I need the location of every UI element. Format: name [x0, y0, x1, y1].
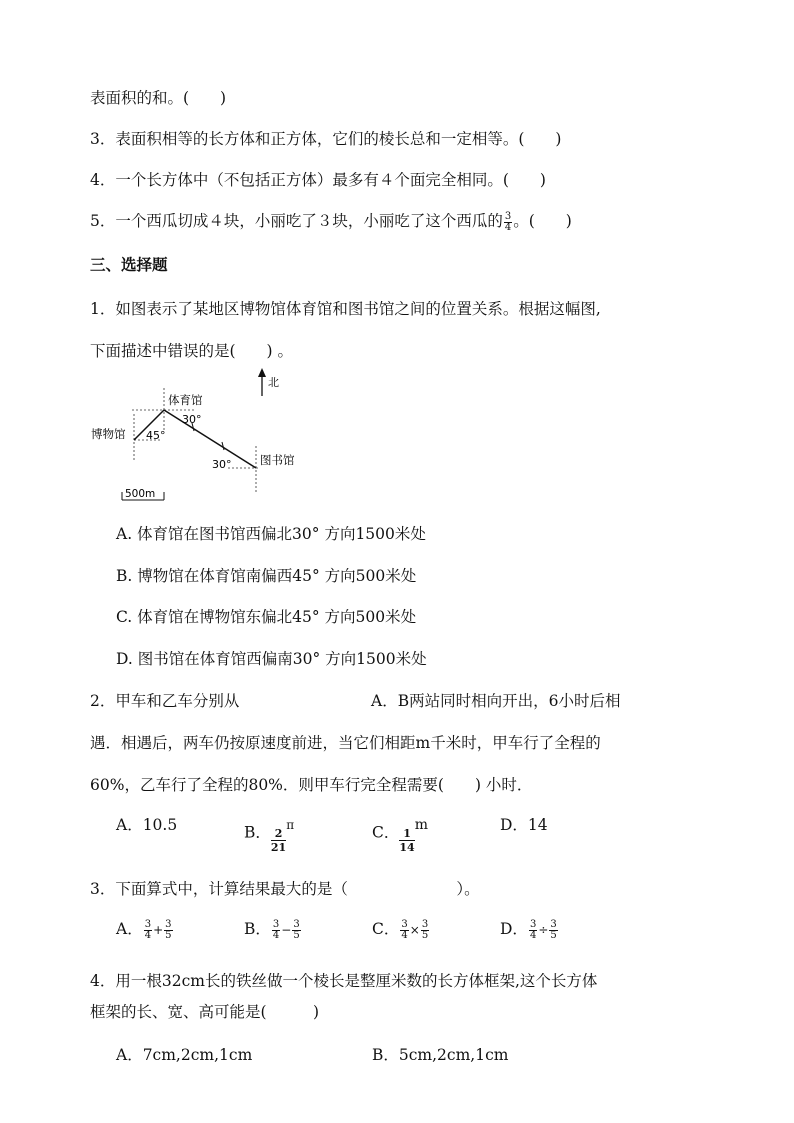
fraction-denominator: 4: [529, 929, 537, 941]
q3-option-a: [116, 917, 174, 942]
option-label: C．: [372, 920, 400, 938]
q1-option-c: C. 体育馆在博物馆东偏北45° 方向500米处: [116, 608, 417, 626]
fraction-three-quarters: [504, 212, 512, 233]
operator: −: [281, 923, 292, 937]
q2-line-1a: 2．甲车和乙车分别从: [90, 692, 240, 710]
q2-option-c-fraction: [399, 827, 414, 854]
museum-angle-label: 45°: [146, 429, 166, 442]
q2-line-1b: A．B两站同时相向开出，6小时后相: [371, 692, 621, 710]
option-label: A．: [116, 920, 143, 938]
judge-item-5-tail: 。( ): [513, 212, 572, 230]
fraction: [400, 920, 408, 941]
fraction-denominator: 4: [144, 929, 152, 941]
scale-label: 500m: [125, 488, 156, 500]
fraction: [549, 920, 557, 941]
q3-option-d: [500, 917, 559, 942]
judge-item-4: 4．一个长方体中（不包括正方体）最多有４个面完全相同。( ): [90, 171, 546, 189]
judge-item-5-text: 5．一个西瓜切成４块，小丽吃了３块，小丽吃了这个西瓜的: [90, 212, 503, 230]
option-label: B．: [244, 920, 271, 938]
fraction-denominator: 5: [421, 929, 429, 941]
pi-symbol: π: [286, 818, 295, 832]
q1-line-2: 下面描述中错误的是( ) 。: [90, 342, 294, 360]
q1-option-a: A. 体育馆在图书馆西偏北30° 方向1500米处: [116, 525, 426, 543]
q4-option-a: A．7cm,2cm,1cm: [116, 1046, 253, 1064]
operator: ÷: [538, 923, 549, 937]
fraction-denominator: 4: [272, 929, 280, 941]
library-angle-label: 30°: [212, 458, 232, 471]
fraction-numerator: 3: [550, 918, 557, 930]
operator: ×: [409, 923, 420, 937]
location-diagram: [88, 366, 318, 506]
judge-item-5: [90, 209, 572, 233]
fraction-denominator: 5: [550, 929, 557, 941]
gym-angle-label: 30°: [182, 413, 202, 426]
fraction-numerator: 3: [421, 918, 429, 930]
library-label: 图书馆: [260, 453, 295, 467]
q2-line-3: 60%，乙车行了全程的80%．则甲车行完全程需要( ) 小时．: [90, 776, 533, 794]
fraction-denominator: 14: [399, 841, 415, 854]
fraction-numerator: 3: [272, 918, 280, 930]
fraction: [529, 920, 537, 941]
fraction-denominator: 4: [504, 221, 512, 233]
museum-label: 博物馆: [91, 427, 126, 441]
q4-option-b: B．5cm,2cm,1cm: [372, 1046, 509, 1064]
q2-option-c: [372, 813, 428, 854]
fraction-denominator: 5: [165, 929, 172, 941]
fraction-numerator: 2: [271, 827, 286, 841]
option-label: D．: [500, 920, 528, 938]
fraction-denominator: 4: [401, 929, 408, 941]
m-symbol: m: [414, 817, 428, 833]
q2-line-2: 遇．相遇后，两车仍按原速度前进，当它们相距m千米时，甲车行了全程的: [90, 734, 601, 752]
q2-option-b-label: B．: [244, 823, 271, 842]
judge-line-0: 表面积的和。( ): [90, 89, 227, 107]
fraction: [292, 920, 300, 941]
north-label: 北: [268, 376, 279, 389]
fraction-numerator: 3: [401, 918, 408, 930]
q1-option-b: B. 博物馆在体育馆南偏西45° 方向500米处: [116, 567, 417, 585]
section-title-choice: 三、选择题: [90, 255, 168, 274]
q2-option-d: D．14: [500, 816, 548, 834]
q4-line-2: 框架的长、宽、高可能是( ): [90, 1003, 320, 1021]
q2-option-b-fraction: [271, 827, 286, 854]
q4-line-1: 4．用一根32cm长的铁丝做一个棱长是整厘米数的长方体框架,这个长方体: [90, 972, 598, 990]
fraction-numerator: 3: [293, 918, 300, 930]
fraction-denominator: 5: [293, 929, 300, 941]
fraction-numerator: 3: [144, 918, 152, 930]
fraction: [164, 920, 172, 941]
q2-option-b: [244, 813, 294, 854]
q2-option-c-label: C．: [372, 823, 400, 842]
fraction-denominator: 21: [270, 841, 287, 854]
fraction: [421, 920, 429, 941]
judge-item-3: 3．表面积相等的长方体和正方体，它们的棱长总和一定相等。( ): [90, 130, 562, 148]
q2-option-a: A．10.5: [116, 816, 178, 834]
operator: +: [153, 923, 164, 937]
fraction-numerator: 1: [399, 827, 414, 841]
q1-option-d: D. 图书馆在体育馆西偏南30° 方向1500米处: [116, 650, 427, 668]
q3-option-b: [244, 917, 302, 942]
q1-line-1: 1．如图表示了某地区博物馆体育馆和图书馆之间的位置关系。根据这幅图,: [90, 300, 601, 318]
q3-line-1: 3．下面算式中，计算结果最大的是（ ）。: [90, 880, 480, 898]
fraction-numerator: 3: [165, 918, 172, 930]
q3-option-c: [372, 917, 430, 942]
fraction: [144, 920, 152, 941]
fraction-numerator: 3: [504, 210, 512, 222]
fraction-numerator: 3: [529, 918, 537, 930]
fraction: [272, 920, 280, 941]
gym-label: 体育馆: [168, 393, 203, 407]
